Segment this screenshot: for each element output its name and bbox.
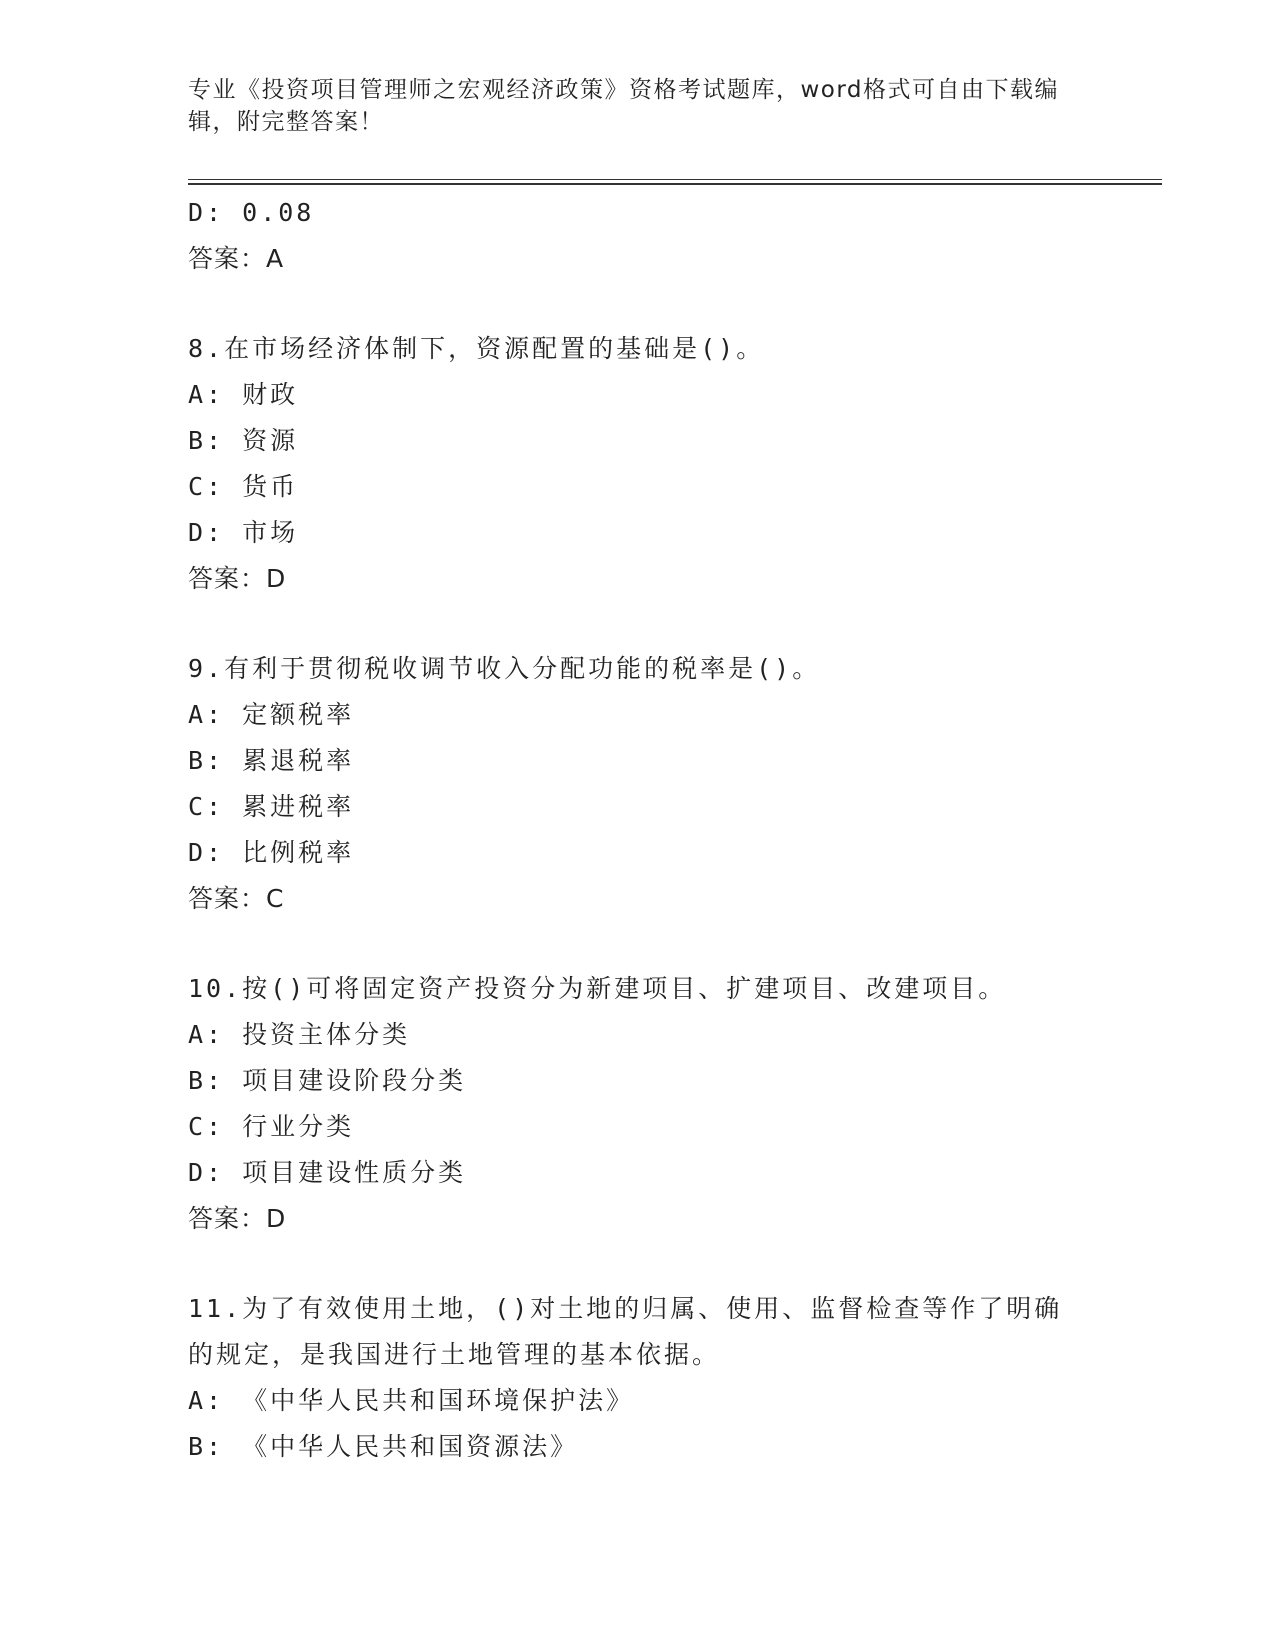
question-7-tail <box>188 190 1088 282</box>
option-a: A: 定额税率 <box>188 700 355 729</box>
header-divider-bottom <box>188 183 1162 185</box>
question-9 <box>188 646 1088 922</box>
option-b: B: 项目建设阶段分类 <box>188 1066 467 1095</box>
question-stem: 11.为了有效使用土地，()对土地的归属、使用、监督检查等作了明确的规定，是我国进行土地管理的基本依据。 <box>188 1294 1063 1369</box>
question-stem: 10.按()可将固定资产投资分为新建项目、扩建项目、改建项目。 <box>188 974 1007 1003</box>
question-stem: 8.在市场经济体制下，资源配置的基础是()。 <box>188 334 765 363</box>
option-a: A: 投资主体分类 <box>188 1020 411 1049</box>
option-a: A: 财政 <box>188 380 299 409</box>
option-b: B: 资源 <box>188 426 299 455</box>
option-c: C: 货币 <box>188 472 299 501</box>
option-a: A: 《中华人民共和国环境保护法》 <box>188 1386 635 1415</box>
question-11 <box>188 1286 1088 1470</box>
document-header: 专业《投资项目管理师之宏观经济政策》资格考试题库，word格式可自由下载编辑，附完整答案！ <box>188 77 1060 135</box>
option-b: B: 《中华人民共和国资源法》 <box>188 1432 579 1461</box>
spacer <box>188 1242 1088 1286</box>
option-b: B: 累退税率 <box>188 746 355 775</box>
spacer <box>188 922 1088 966</box>
question-8 <box>188 326 1088 602</box>
option-c: C: 累进税率 <box>188 792 355 821</box>
answer: 答案：D <box>188 564 287 593</box>
answer: 答案：A <box>188 244 285 273</box>
option-d: D: 项目建设性质分类 <box>188 1158 467 1187</box>
question-10 <box>188 966 1088 1242</box>
option-d: D: 0.08 <box>188 198 315 227</box>
question-stem: 9.有利于贯彻税收调节收入分配功能的税率是()。 <box>188 654 821 683</box>
option-c: C: 行业分类 <box>188 1112 355 1141</box>
spacer <box>188 602 1088 646</box>
header-divider-top <box>188 179 1162 180</box>
answer: 答案：D <box>188 1204 287 1233</box>
question-list <box>188 190 1088 1470</box>
option-d: D: 市场 <box>188 518 299 547</box>
answer: 答案：C <box>188 884 285 913</box>
spacer <box>188 282 1088 326</box>
option-d: D: 比例税率 <box>188 838 355 867</box>
